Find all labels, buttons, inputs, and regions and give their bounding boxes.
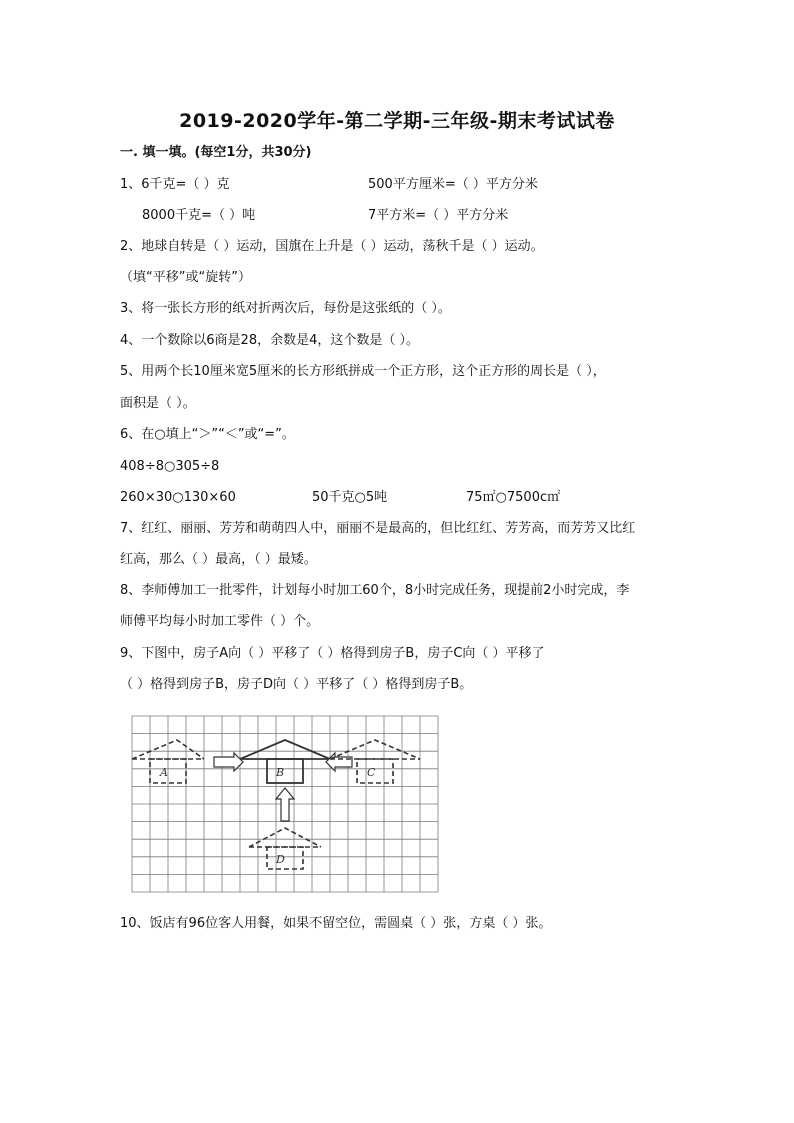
q5-line2: 面积是（ ）。 (120, 396, 196, 411)
q9-line2: （ ）格得到房子B，房子D向（ ）平移了（ ）格得到房子B。 (120, 677, 473, 692)
q7-line1: 7、红红、丽丽、芳芳和萌萌四人中，丽丽不是最高的，但比红红、芳芳高，而芳芳又比红 (120, 521, 636, 536)
q3-text: 3、将一张长方形的纸对折两次后，每份是这张纸的（ ）。 (120, 301, 451, 316)
q6-line1: 6、在○填上“＞”“＜”或“=”。 (120, 427, 295, 442)
house-c-label: C (367, 766, 376, 779)
q8-line1: 8、李师傅加工一批零件，计划每小时加工60个，8小时完成任务，现提前2小时完成，李 (120, 583, 630, 598)
q1-part-d: 7平方米=（ ）平方分米 (368, 208, 509, 223)
arrow-up-icon (276, 788, 294, 821)
q5-line1: 5、用两个长10厘米宽5厘米的长方形纸拼成一个正方形，这个正方形的周长是（ ）， (120, 364, 606, 379)
q6-part-b: 260×30○130×60 (120, 490, 236, 505)
q1-part-a: 1、6千克=（ ）克 (120, 177, 230, 192)
grid-svg (127, 712, 445, 896)
q10-text: 10、饭店有96位客人用餐，如果不留空位，需圆桌（ ）张，方桌（ ）张。 (120, 916, 552, 931)
q2-line2: （填“平移”或“旋转”） (120, 270, 251, 285)
q6-part-a: 408÷8○305÷8 (120, 459, 220, 474)
house-b-label: B (276, 766, 285, 779)
q6-part-c: 50千克○5吨 (312, 490, 388, 505)
q8-line2: 师傅平均每小时加工零件（ ）个。 (120, 614, 320, 629)
page-title: 2019-2020学年-第二学期-三年级-期末考试试卷 (179, 110, 615, 132)
house-d-label: D (276, 853, 285, 866)
q7-line2: 红高，那么（ ）最高，（ ）最矮。 (120, 552, 317, 567)
q4-text: 4、一个数除以6商是28，余数是4，这个数是（ ）。 (120, 333, 419, 348)
house-translation-figure (127, 712, 445, 896)
q2-line1: 2、地球自转是（ ）运动，国旗在上升是（ ）运动，荡秋千是（ ）运动。 (120, 239, 544, 254)
house-a-label: A (160, 766, 168, 779)
house-d (249, 828, 321, 869)
q1-part-b: 500平方厘米=（ ）平方分米 (368, 177, 538, 192)
q9-line1: 9、下图中，房子A向（ ）平移了（ ）格得到房子B，房子C向（ ）平移了 (120, 646, 545, 661)
q1-part-c: 8000千克=（ ）吨 (142, 208, 256, 223)
q6-part-d: 75㎡○7500c㎡ (466, 490, 561, 505)
section-heading: 一. 填一填。(每空1分，共30分) (120, 145, 312, 160)
arrow-right-icon (214, 753, 243, 771)
house-b (240, 740, 330, 783)
